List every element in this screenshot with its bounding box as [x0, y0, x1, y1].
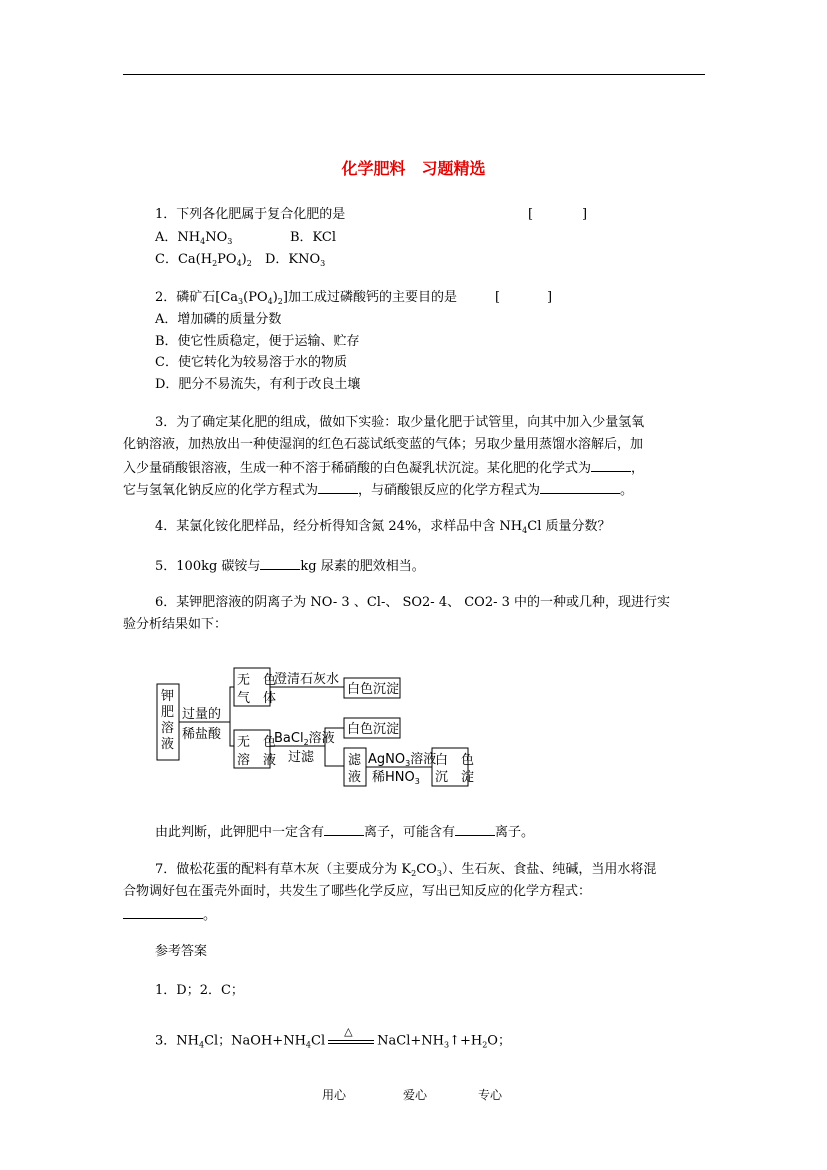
answer-blank: [260, 557, 300, 570]
q2-option-a: A．增加磷的质量分数: [155, 312, 282, 327]
footer-item-3: 专心: [478, 1088, 503, 1102]
solution-line-2: 溶 液: [237, 753, 277, 768]
start-char-3: 溶: [161, 721, 175, 736]
page-title: 化学肥料 习题精选: [341, 159, 486, 178]
answers-3: 3．$NH_4Cl$；$NaOH+NH_4Cl$ △ $NaCl+NH_3↑+H_2O$；: [155, 1025, 511, 1050]
white-ppt-3-line-2: 沉 淀: [435, 770, 475, 785]
q6-conclusion: 由此判断，此钾肥中一定含有 离子，可能含有 离子。: [155, 825, 535, 840]
q4-text: 4．某氯化铵化肥样品，经分析得知含氮 24%，求样品中含 $NH_4Cl$ 质量分数？: [155, 519, 611, 535]
filtrate-line-1: 滤: [348, 753, 362, 768]
start-char-2: 肥: [161, 705, 175, 720]
q1-option-a: A．$NH_4NO_3$: [155, 230, 233, 246]
filtrate-line-2: 液: [348, 770, 362, 785]
q1-stem: 1．下列各化肥属于复合化肥的是: [155, 207, 346, 222]
gas-line-1: 无 色: [237, 673, 277, 688]
q1-option-b: B．KCl: [290, 230, 337, 245]
q5-text: 5．100kg 碳铵与 kg 尿素的肥效相当。: [155, 559, 425, 574]
q2-option-d: D．肥分不易流失，有利于改良土壤: [155, 377, 361, 392]
heat-triangle-icon: △: [344, 1025, 353, 1038]
q2-bracket-right: ]: [547, 290, 553, 305]
q2-option-c: C．使它转化为较易溶于水的物质: [155, 355, 347, 370]
hno3-label: 稀$HNO_3$: [372, 770, 420, 786]
footer-item-2: 爱心: [403, 1088, 428, 1102]
reagent-excess: 过量的: [182, 707, 222, 722]
answer-blank: [123, 906, 203, 919]
q1-option-d: D．$KNO_3$: [265, 252, 326, 268]
footer-item-1: 用心: [322, 1088, 347, 1102]
q2-option-b: B．使它性质稳定，便于运输、贮存: [155, 334, 360, 349]
equals-line-top: [328, 1040, 374, 1041]
white-ppt-3-line-1: 白 色: [435, 753, 475, 768]
start-char-1: 钾: [161, 689, 175, 704]
filter-label: 过滤: [288, 750, 315, 765]
q3-line1: 3．为了确定某化肥的组成，做如下实验：取少量化肥于试管里，向其中加入少量氢氧: [155, 415, 645, 430]
q7-line3: 。: [123, 906, 216, 924]
answer-blank: [318, 481, 358, 494]
white-ppt-2-label: 白色沉淀: [347, 722, 400, 737]
q7-line2: 合物调好包在蛋壳外面时，共发生了哪些化学反应，写出已知反应的化学方程式：: [123, 884, 592, 899]
answer-blank: [324, 823, 364, 836]
agno3-label: AgNO$_3$溶液: [368, 752, 437, 768]
answer-blank: [455, 823, 495, 836]
q3-line2: 化钠溶液，加热放出一种使湿润的红色石蕊试纸变蓝的气体；另取少量用蒸馏水溶解后，加: [123, 437, 644, 452]
q6-line2: 验分析结果如下：: [123, 617, 228, 632]
answers-1-2: 1．D；2．C；: [155, 983, 244, 998]
header-rule: [123, 74, 705, 75]
answer-blank: [540, 481, 620, 494]
heat-condition: [328, 1025, 374, 1049]
q6-line1: 6．某钾肥溶液的阴离子为 NO- 3 、Cl-、 SO2- 4、 CO2- 3 中的一种或几种，现进行实: [155, 595, 671, 610]
limewater-label: 澄清石灰水: [274, 672, 340, 687]
white-ppt-1-label: 白色沉淀: [347, 682, 400, 697]
q3-line3: 入少量硝酸银溶液，生成一种不溶于稀硝酸的白色凝乳状沉淀。某化肥的化学式为 ，: [123, 461, 645, 476]
bacl2-label: BaCl$_2$溶液: [274, 731, 335, 747]
q7-line1: 7．做松花蛋的配料有草木灰（主要成分为 $K_2CO_3$）、生石灰、食盐、纯碱，当用水将混: [155, 862, 657, 878]
q2-bracket-left: [: [495, 290, 501, 305]
answers-heading: 参考答案: [155, 944, 208, 959]
answer-blank: [591, 459, 631, 472]
flow-diagram: [150, 660, 480, 800]
q1-bracket-left: [: [528, 207, 534, 222]
q3-line4: 它与氢氧化钠反应的化学方程式为 ，与硝酸银反应的化学方程式为 。: [123, 483, 634, 498]
reagent-hcl: 稀盐酸: [182, 727, 222, 742]
solution-line-1: 无 色: [237, 735, 277, 750]
gas-line-2: 气 体: [237, 691, 277, 706]
equals-line-bottom: [328, 1043, 374, 1044]
start-char-4: 液: [161, 737, 175, 752]
q1-option-c: C．$Ca(H_2PO_4)_2$: [155, 252, 252, 268]
q2-stem: 2．磷矿石$[Ca_3(PO_4)_2]$加工成过磷酸钙的主要目的是: [155, 290, 457, 306]
q1-bracket-right: ]: [582, 207, 588, 222]
